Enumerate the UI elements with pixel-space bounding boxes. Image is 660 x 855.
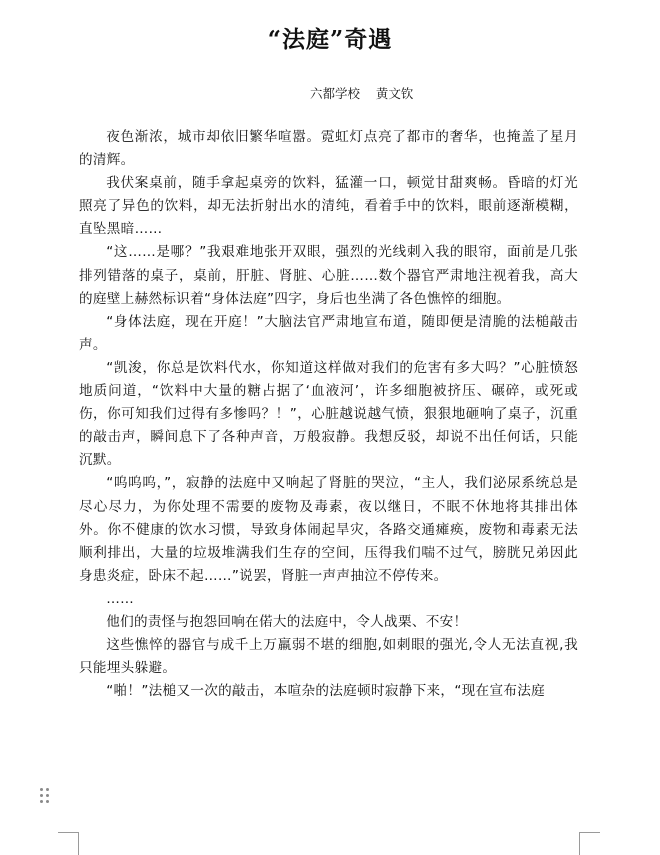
paragraph: …… xyxy=(106,590,134,607)
paragraph: 我伏案桌前，随手拿起桌旁的饮料，猛灌一口，顿觉甘甜爽畅。昏暗的灯光照亮了异色的饮料，却无法折射出水的清纯，看着手中的饮料，眼前逐渐模糊，直坠黑暗…… xyxy=(79,175,578,238)
paragraph: 他们的责怪与抱怨回响在偌大的法庭中，令人战栗、不安！ xyxy=(106,613,468,630)
document-body[interactable] xyxy=(79,126,578,703)
drag-handle-icon[interactable] xyxy=(40,788,52,806)
document-title: “法庭”奇遇 xyxy=(267,26,393,53)
paragraph: “呜呜呜，”，寂静的法庭中又响起了肾脏的哭泣，“主人，我们泌尿系统总是尽心尽力，为你处理不需要的废物及毒素，夜以继日，不眠不休地将其排出体外。你不健康的饮水习惯，导致身体闹起旱灾，各路交通瘫痪，废物和毒素无法顺利排出，大量的垃圾堆满我们生存的空间，压得我们喘不过气，膀胱兄弟因此身患炎症，卧床不起……”说罢，肾脏一声声抽泣不停传来。 xyxy=(79,475,578,584)
paragraph: 夜色渐浓，城市却依旧繁华喧嚣。霓虹灯点亮了都市的奢华，也掩盖了星月的清辉。 xyxy=(79,129,578,169)
paragraph: “啪！”法槌又一次的敲击，本喧杂的法庭顿时寂静下来，“现在宣布法庭 xyxy=(106,683,546,700)
paragraph: “这……是哪？”我艰难地张开双眼，强烈的光线刺入我的眼帘，面前是几张排列错落的桌子，桌前，肝脏、肾脏、心脏……数个器官严肃地注视着我，高大的庭壁上赫然标识着“身体法庭”四字，身后也坐满了各色憔悴的细胞。 xyxy=(79,244,578,307)
paragraph: “凯浚，你总是饮料代水，你知道这样做对我们的危害有多大吗？”心脏愤怒地质问道，“饮料中大量的糖占据了‘血液河’，许多细胞被挤压、碾碎，或死或伤，你可知我们过得有多惨吗？！”，心脏越说越气愤，狠狠地砸响了桌子，沉重的敲击声，瞬间息下了各种声音，万般寂静。我想反驳，却说不出任何话，只能沉默。 xyxy=(79,359,578,469)
page-corner-mark-right xyxy=(579,832,600,855)
paragraph: 这些憔悴的器官与成千上万羸弱不堪的细胞,如刺眼的强光,令人无法直视,我只能埋头躲避。 xyxy=(79,637,578,677)
author-line: 六都学校 黄文钦 xyxy=(310,86,414,101)
page-corner-mark-left xyxy=(58,832,79,855)
paragraph: “身体法庭，现在开庭！”大脑法官严肃地宣布道，随即便是清脆的法槌敲击声。 xyxy=(79,313,578,353)
